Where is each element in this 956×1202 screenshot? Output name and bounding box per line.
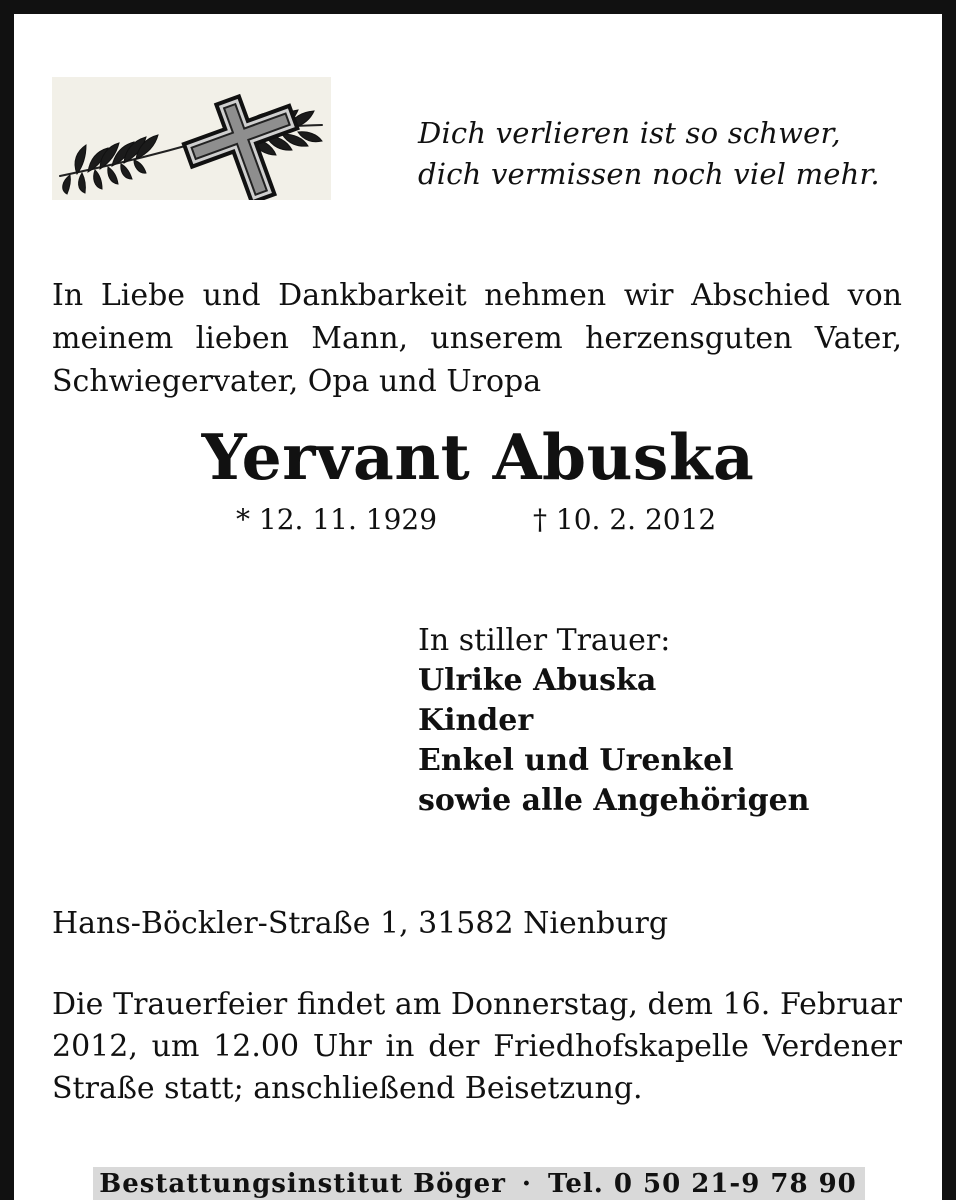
cross-with-palm-branch-icon xyxy=(52,77,331,200)
service-details: Die Trauerfeier findet am Donnerstag, dem 16. Februar 2012, um 12.00 Uhr in der Friedhofskapelle Verdener Straße statt; anschließend Beisetzung. xyxy=(52,987,902,1106)
mourner-name: Ulrike Abuska xyxy=(418,663,657,698)
quote xyxy=(418,113,918,195)
mourner-name: Enkel und Urenkel xyxy=(418,743,734,778)
address: Hans-Böckler-Straße 1, 31582 Nienburg xyxy=(52,906,669,941)
quote-line-2: dich vermissen noch viel mehr. xyxy=(418,157,880,191)
footer-text xyxy=(0,1166,956,1202)
birth-date: * 12. 11. 1929 xyxy=(236,503,438,536)
mourner-name: sowie alle Angehörigen xyxy=(418,783,810,818)
footer-separator: · xyxy=(521,1169,532,1199)
funeral-home-name: Bestattungsinstitut Böger xyxy=(99,1169,506,1199)
intro-text: In Liebe und Dankbarkeit nehmen wir Abschied von meinem lieben Mann, unserem herzensguten Vater, Schwiegervater, Opa und Uropa xyxy=(52,278,902,399)
mourner-name: Kinder xyxy=(418,703,534,738)
deceased-name: Yervant Abuska xyxy=(201,420,755,494)
mourners-lead: In stiller Trauer: xyxy=(418,623,671,658)
mourners-block xyxy=(418,621,898,821)
death-date: † 10. 2. 2012 xyxy=(533,503,717,536)
funeral-home-phone: Tel. 0 50 21-9 78 90 xyxy=(547,1169,857,1199)
quote-line-1: Dich verlieren ist so schwer, xyxy=(418,116,841,150)
